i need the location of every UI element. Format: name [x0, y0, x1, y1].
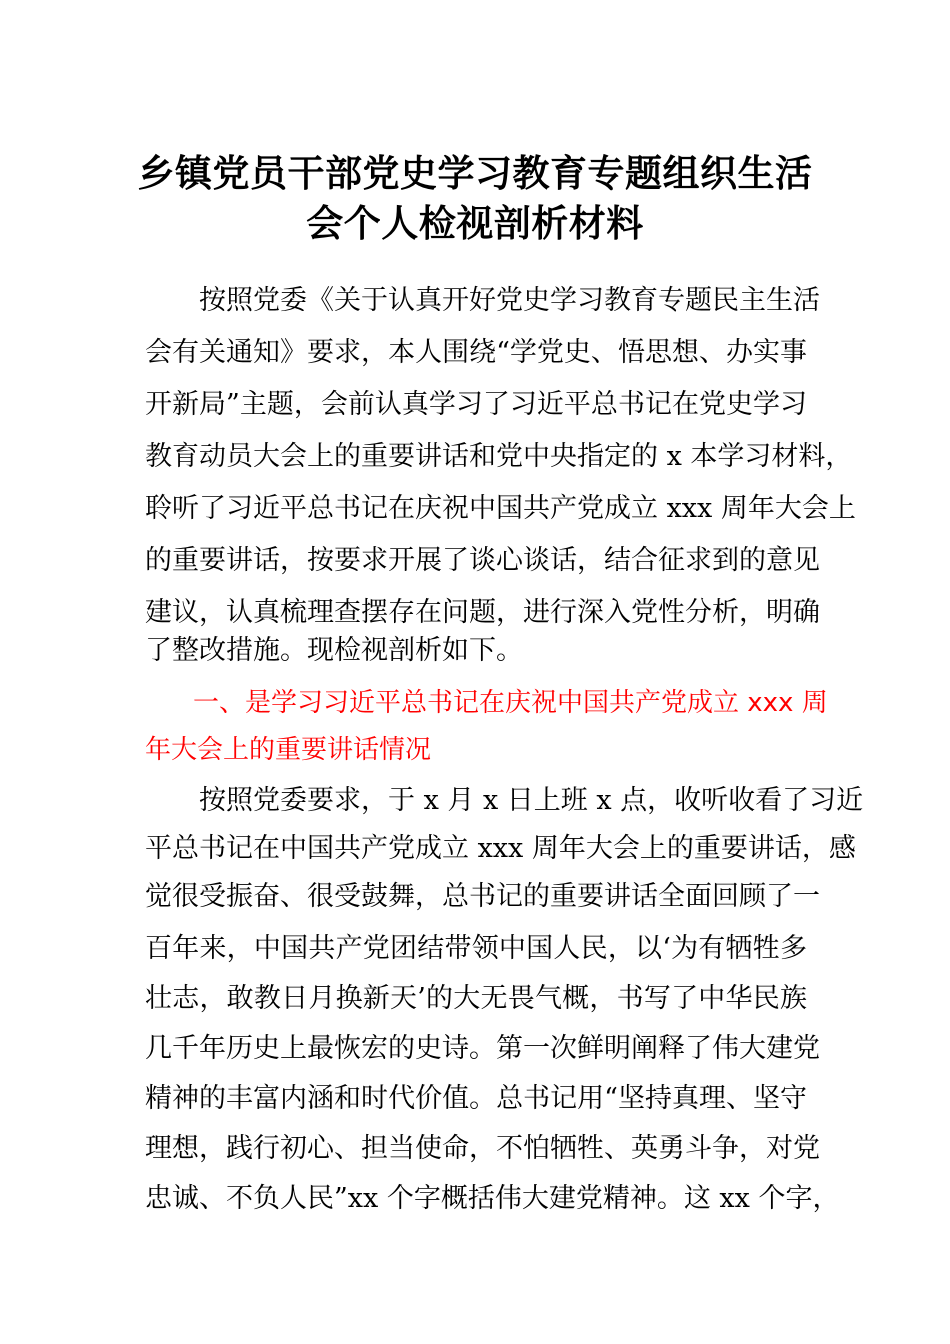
intro-line-7: 建议，认真梳理查摆存在问题，进行深入党性分析，明确: [145, 597, 820, 628]
section-body-line-2: 平总书记在中国共产党成立 xxx 周年大会上的重要讲话，感: [145, 833, 856, 864]
intro-line-2: 会有关通知》要求，本人围绕“学党史、悟思想、办实事: [145, 337, 807, 368]
section-heading-line-2: 年大会上的重要讲话情况: [145, 735, 432, 765]
section-body-line-4: 百年来，中国共产党团结带领中国人民，以‘为有牺牲多: [145, 933, 807, 964]
intro-line-1: 按照党委《关于认真开好党史学习教育专题民主生活: [199, 285, 820, 316]
intro-line-8: 了整改措施。现检视剖析如下。: [145, 635, 523, 666]
intro-line-4: 教育动员大会上的重要讲话和党中央指定的 x 本学习材料，: [145, 441, 853, 472]
section-body-line-9: 忠诚、不负人民”xx 个字概括伟大建党精神。这 xx 个字，: [145, 1183, 840, 1214]
document-title-line-2: 会个人检视剖析材料: [306, 202, 644, 245]
section-body-line-5: 壮志，敢教日月换新天’的大无畏气概，书写了中华民族: [145, 983, 807, 1014]
intro-line-3: 开新局”主题，会前认真学习了习近平总书记在党史学习: [145, 389, 807, 420]
section-body-line-6: 几千年历史上最恢宏的史诗。第一次鲜明阐释了伟大建党: [145, 1033, 820, 1064]
intro-line-5: 聆听了习近平总书记在庆祝中国共产党成立 xxx 周年大会上: [145, 493, 856, 524]
document-title-line-1: 乡镇党员干部党史学习教育专题组织生活: [137, 152, 813, 195]
section-heading-line-1: 一、是学习习近平总书记在庆祝中国共产党成立 xxx 周: [193, 688, 828, 718]
section-body-line-8: 理想，践行初心、担当使命，不怕牺牲、英勇斗争，对党: [145, 1133, 820, 1164]
section-body-line-1: 按照党委要求，于 x 月 x 日上班 x 点，收听收看了习近: [199, 785, 864, 816]
section-body-line-7: 精神的丰富内涵和时代价值。总书记用“坚持真理、坚守: [145, 1083, 807, 1114]
intro-line-6: 的重要讲话，按要求开展了谈心谈话，结合征求到的意见: [145, 545, 820, 576]
section-body-line-3: 觉很受振奋、很受鼓舞，总书记的重要讲话全面回顾了一: [145, 881, 820, 912]
